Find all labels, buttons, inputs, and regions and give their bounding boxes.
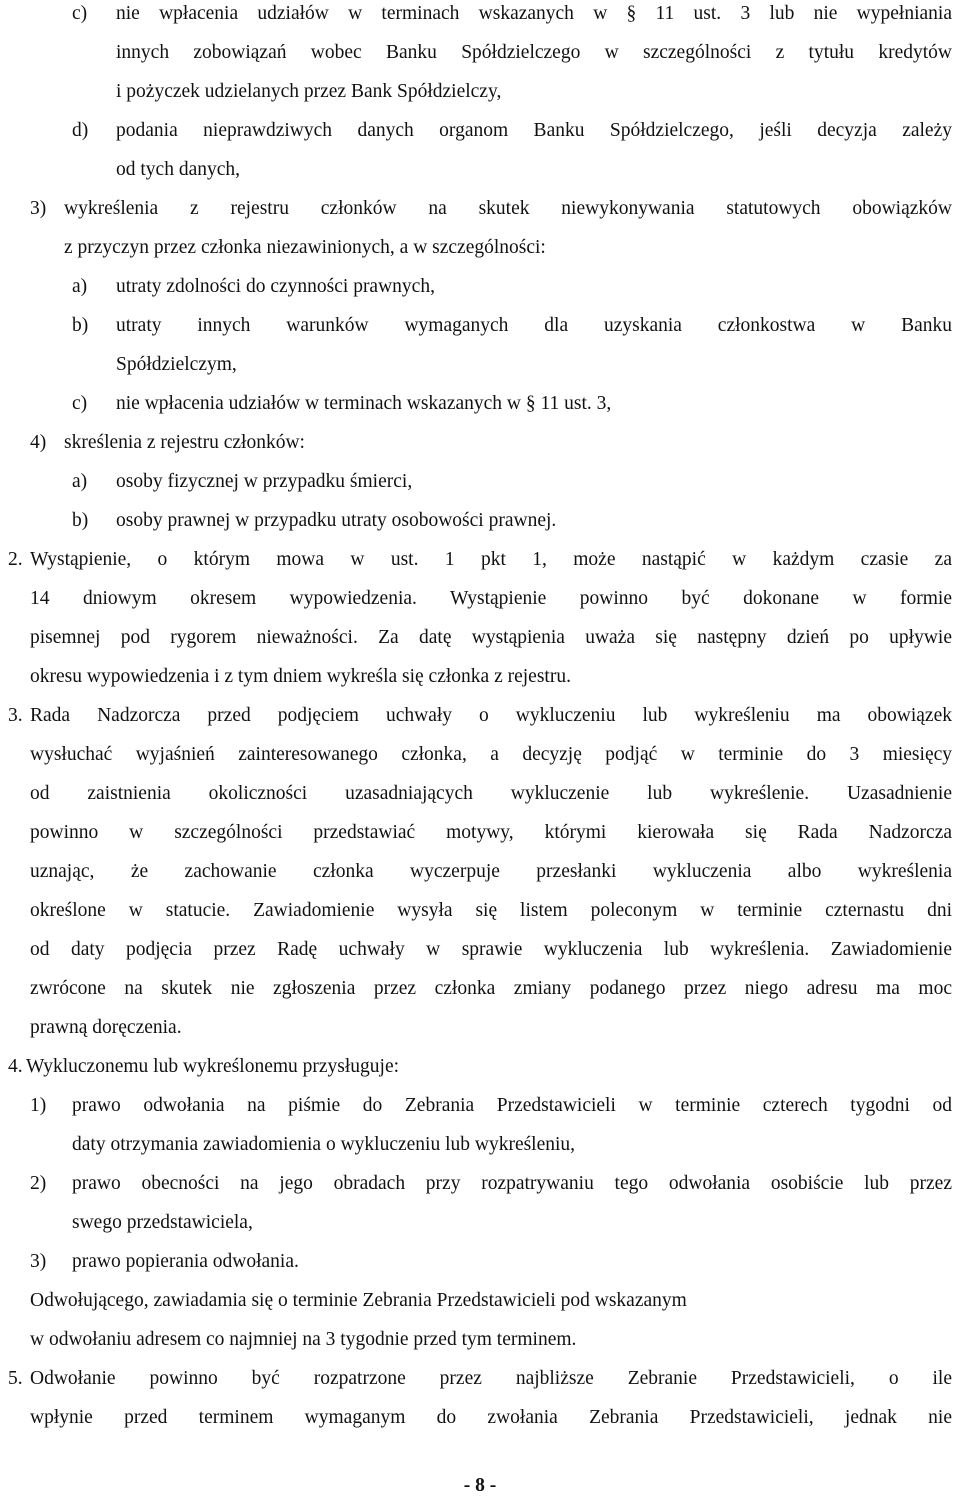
list-label: c) xyxy=(72,393,88,414)
list-label: 1) xyxy=(30,1095,47,1116)
text-line: od daty podjęcia przez Radę uchwały w sprawie wykluczenia lub wykreślenia. Zawiadomienie xyxy=(30,939,952,960)
list-label: d) xyxy=(72,120,89,141)
text-line: osoby prawnej w przypadku utraty osobowości prawnej. xyxy=(116,510,557,531)
text-line: w odwołaniu adresem co najmniej na 3 tygodnie przed tym terminem. xyxy=(30,1329,577,1350)
list-label: 4) xyxy=(30,432,47,453)
text-line: skreślenia z rejestru członków: xyxy=(64,432,305,453)
text-line: okresu wypowiedzenia i z tym dniem wykreśla się członka z rejestru. xyxy=(30,666,571,687)
text-line: wpłynie przed terminem wymaganym do zwołania Zebrania Przedstawicieli, jednak nie xyxy=(30,1407,952,1428)
list-label: b) xyxy=(72,510,89,531)
text-line: prawo popierania odwołania. xyxy=(72,1251,299,1272)
list-label: 3) xyxy=(30,198,47,219)
list-label: b) xyxy=(72,315,89,336)
text-line: powinno w szczególności przedstawiać motywy, którymi kierowała się Rada Nadzorcza xyxy=(30,822,952,843)
text-line: Odwołującego, zawiadamia się o terminie Zebrania Przedstawicieli pod wskazanym xyxy=(30,1290,687,1311)
text-line: Rada Nadzorcza przed podjęciem uchwały o wykluczeniu lub wykreśleniu ma obowiązek xyxy=(30,705,952,726)
text-line: prawo obecności na jego obradach przy rozpatrywaniu tego odwołania osobiście lub przez xyxy=(72,1173,952,1194)
text-line: prawną doręczenia. xyxy=(30,1017,182,1038)
text-line: wysłuchać wyjaśnień zainteresowanego członka, a decyzję podjąć w terminie do 3 miesięcy xyxy=(30,744,952,765)
text-line: i pożyczek udzielanych przez Bank Spółdzielczy, xyxy=(116,81,502,102)
list-label: c) xyxy=(72,3,88,24)
text-line: zwrócone na skutek nie zgłoszenia przez członka zmiany podanego przez niego adresu ma moc xyxy=(30,978,952,999)
text-line: od zaistnienia okoliczności uzasadniających wykluczenie lub wykreślenie. Uzasadnienie xyxy=(30,783,952,804)
text-line: określone w statucie. Zawiadomienie wysyła się listem poleconym w terminie czternastu dni xyxy=(30,900,952,921)
text-line: innych zobowiązań wobec Banku Spółdzielczego w szczególności z tytułu kredytów xyxy=(116,42,952,63)
text-line: uznając, że zachowanie członka wyczerpuje przesłanki wykluczenia albo wykreślenia xyxy=(30,861,952,882)
text-line: 14 dniowym okresem wypowiedzenia. Wystąpienie powinno być dokonane w formie xyxy=(30,588,952,609)
text-line: z przyczyn przez członka niezawinionych, a w szczególności: xyxy=(64,237,546,258)
list-label: 3) xyxy=(30,1251,47,1272)
text-line: podania nieprawdziwych danych organom Banku Spółdzielczego, jeśli decyzja zależy xyxy=(116,120,952,141)
text-line: od tych danych, xyxy=(116,159,241,180)
page-number: - 8 - xyxy=(463,1475,497,1496)
text-line: utraty innych warunków wymaganych dla uzyskania członkostwa w Banku xyxy=(116,315,952,336)
text-line: daty otrzymania zawiadomienia o wykluczeniu lub wykreśleniu, xyxy=(72,1134,576,1155)
text-line: Odwołanie powinno być rozpatrzone przez najbliższe Zebranie Przedstawicieli, o ile xyxy=(30,1368,952,1389)
text-line: Wystąpienie, o którym mowa w ust. 1 pkt 1, może nastąpić w każdym czasie za xyxy=(30,549,952,570)
text-line: Spółdzielczym, xyxy=(116,354,237,375)
text-line: Wykluczonemu lub wykreślonemu przysługuje: xyxy=(26,1056,400,1077)
section-number: 2. xyxy=(8,549,23,570)
text-line: utraty zdolności do czynności prawnych, xyxy=(116,276,435,297)
text-line: pisemnej pod rygorem nieważności. Za datę wystąpienia uważa się następny dzień po upływie xyxy=(30,627,952,648)
text-line: osoby fizycznej w przypadku śmierci, xyxy=(116,471,413,492)
list-label: a) xyxy=(72,276,88,297)
text-line: wykreślenia z rejestru członków na skutek niewykonywania statutowych obowiązków xyxy=(64,198,952,219)
section-number: 4. xyxy=(8,1056,23,1077)
section-number: 3. xyxy=(8,705,23,726)
text-line: nie wpłacenia udziałów w terminach wskazanych w § 11 ust. 3 lub nie wypełniania xyxy=(116,3,952,24)
text-line: prawo odwołania na piśmie do Zebrania Przedstawicieli w terminie czterech tygodni od xyxy=(72,1095,952,1116)
text-line: nie wpłacenia udziałów w terminach wskazanych w § 11 ust. 3, xyxy=(116,393,612,414)
text-line: swego przedstawiciela, xyxy=(72,1212,253,1233)
list-label: 2) xyxy=(30,1173,47,1194)
section-number: 5. xyxy=(8,1368,23,1389)
list-label: a) xyxy=(72,471,88,492)
